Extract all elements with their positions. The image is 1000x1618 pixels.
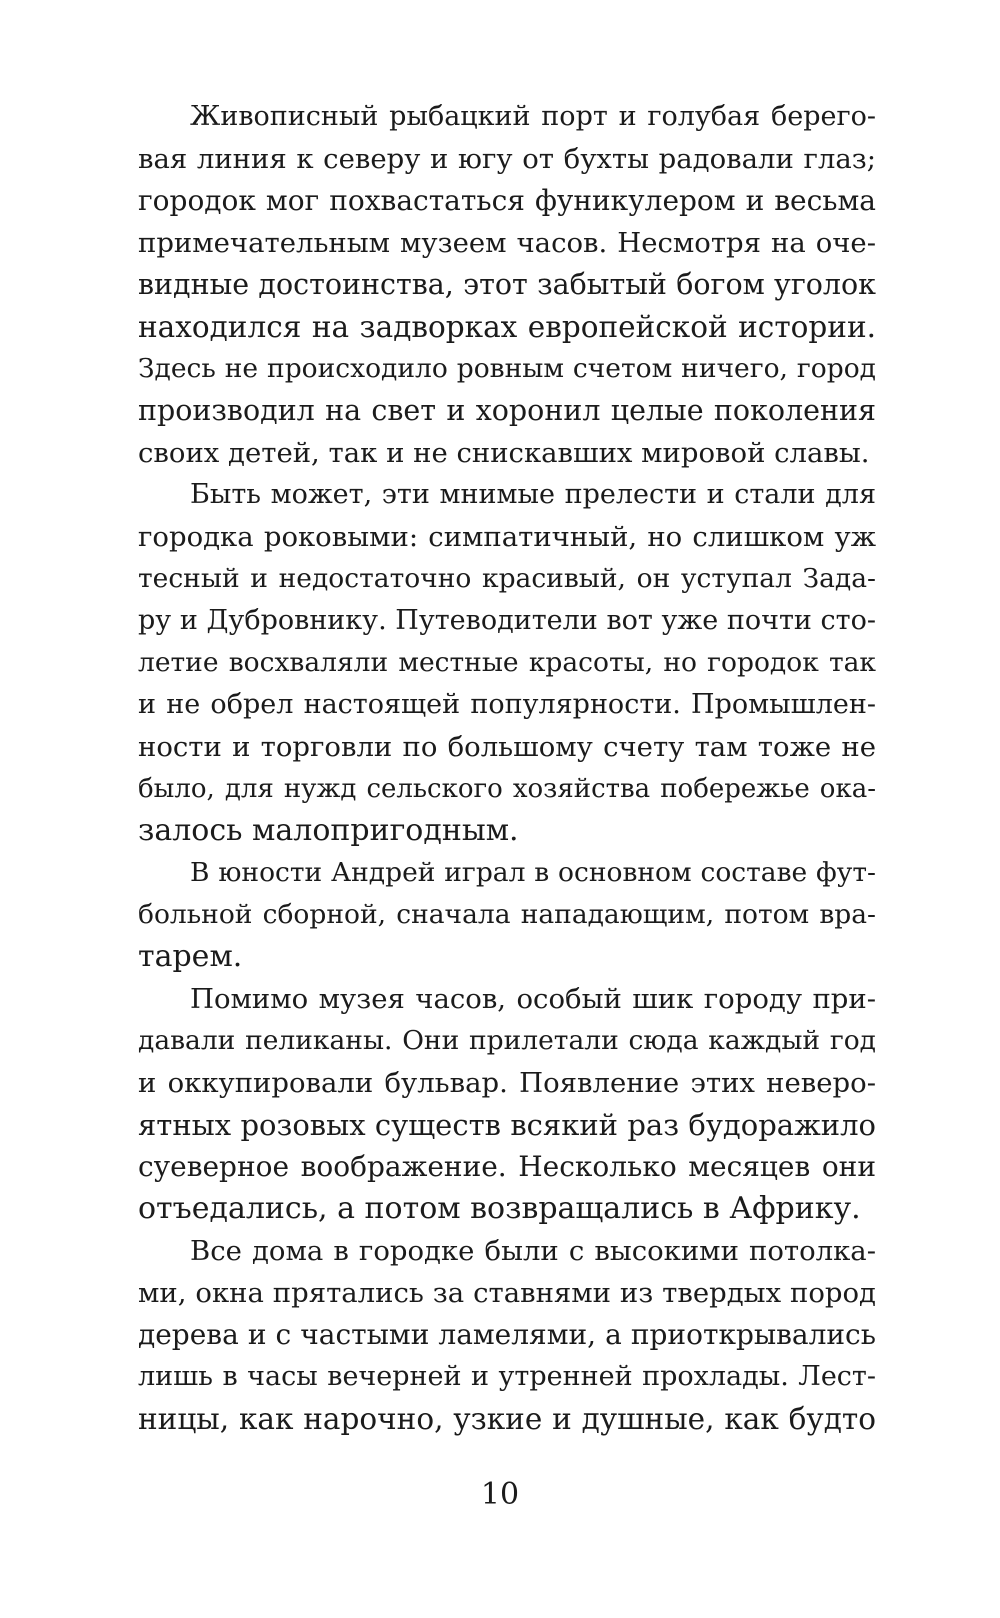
text-line: и оккупировали бульвар. Появление этих неверо-	[138, 1067, 876, 1099]
text-line: ности и торговли по большому счету там тоже не	[138, 731, 876, 763]
text-line: Помимо музея часов, особый шик городу при-	[190, 983, 876, 1015]
text-line: ру и Дубровнику. Путеводители вот уже почти сто-	[138, 605, 876, 636]
paragraph	[138, 978, 876, 1230]
text-line: городок мог похвастаться фуникулером и весьма	[138, 184, 876, 217]
text-line: Все дома в городке были с высокими потолка-	[190, 1235, 876, 1267]
paragraph	[138, 1230, 876, 1440]
text-line: и не обрел настоящей популярности. Промышлен-	[138, 689, 876, 720]
text-line: В юности Андрей играл в основном составе фут-	[190, 857, 876, 888]
page-number: 10	[480, 1477, 520, 1512]
paragraph	[138, 96, 876, 474]
text-line: Здесь не происходило ровным счетом ничего, город	[138, 353, 876, 384]
text-line: находился на задворках европейской истории.	[138, 310, 876, 344]
text-line: Быть может, эти мнимые прелести и стали для	[190, 479, 876, 510]
text-line: ми, окна прятались за ставнями из твердых пород	[138, 1277, 876, 1309]
text-line: отъедались, а потом возвращались в Африку.	[138, 1191, 861, 1226]
text-line: видные достоинства, этот забытый богом уголок	[138, 268, 876, 301]
text-line: ницы, как нарочно, узкие и душные, как будто	[138, 1402, 876, 1436]
text-line: давали пеликаны. Они прилетали сюда каждый год	[138, 1025, 876, 1056]
body-text	[138, 96, 876, 1440]
text-line: тарем.	[138, 939, 243, 974]
paragraph	[138, 852, 876, 978]
text-line: было, для нужд сельского хозяйства побережье ока-	[138, 774, 876, 804]
text-line: Живописный рыбацкий порт и голубая берего-	[190, 101, 876, 132]
text-line: суеверное воображение. Несколько месяцев они	[138, 1150, 876, 1183]
text-line: производил на свет и хоронил целые поколения	[138, 394, 876, 427]
paragraph	[138, 474, 876, 852]
text-line: дерева и с частыми ламелями, а приоткрывались	[138, 1318, 876, 1351]
text-line: тесный и недостаточно красивый, он уступал Зада-	[138, 563, 876, 594]
text-line: залось малопригодным.	[138, 813, 519, 848]
text-line: городка роковыми: симпатичный, но слишком уж	[138, 521, 876, 553]
text-line: летие восхваляли местные красоты, но городок так	[138, 647, 876, 678]
text-line: ятных розовых существ всякий раз будоражило	[138, 1108, 876, 1142]
text-line: своих детей, так и не снискавших мировой славы.	[138, 437, 870, 469]
text-line: больной сборной, сначала нападающим, потом вра-	[138, 899, 876, 930]
text-line: примечательным музеем часов. Несмотря на оче-	[138, 227, 876, 259]
text-line: вая линия к северу и югу от бухты радовали глаз;	[138, 143, 876, 175]
text-line: лишь в часы вечерней и утренней прохлады. Лест-	[138, 1361, 876, 1392]
